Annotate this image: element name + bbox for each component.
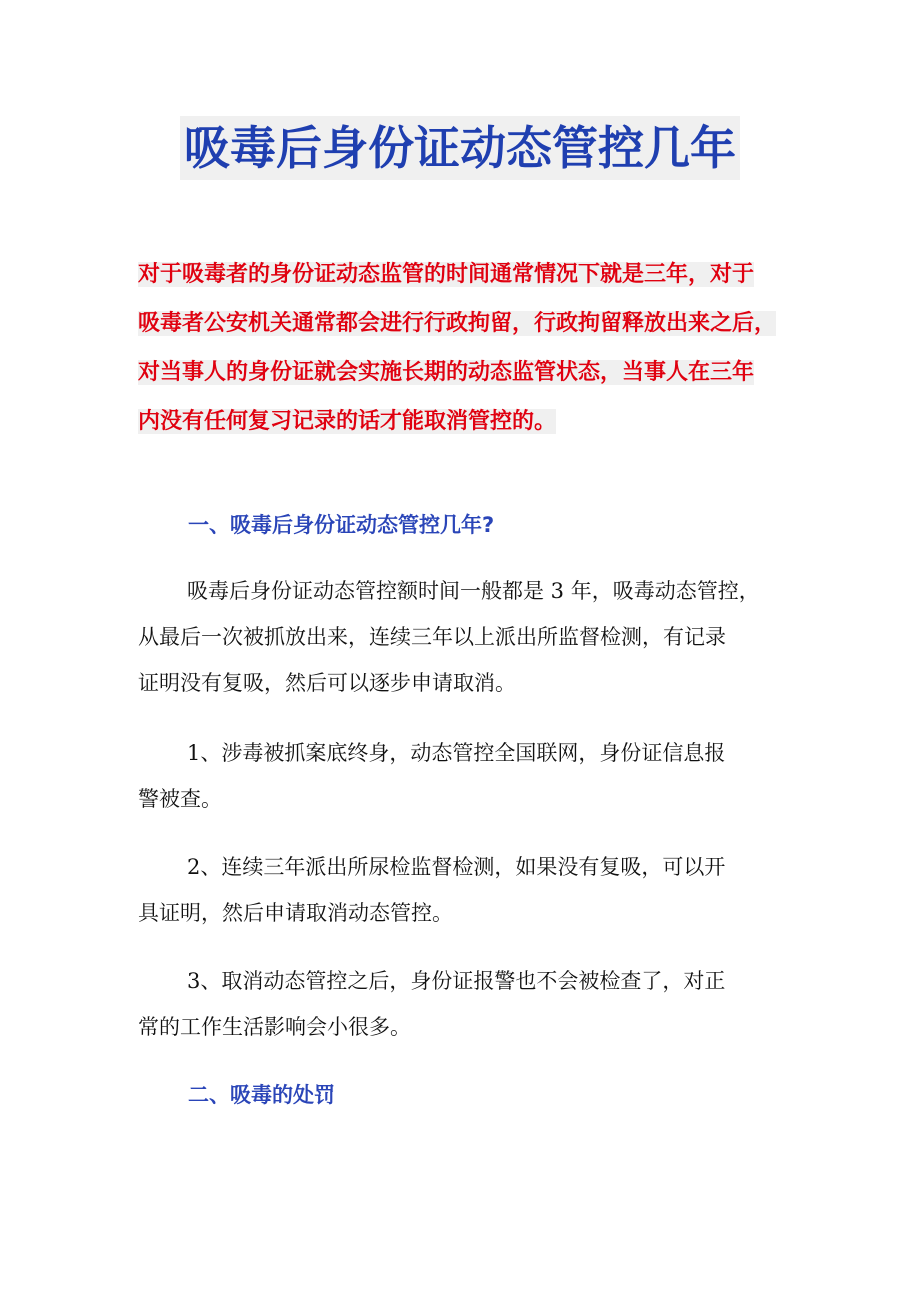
- section-heading-2: 二、吸毒的处罚: [188, 1083, 335, 1107]
- paragraph-line: 警被查。: [138, 787, 222, 811]
- paragraph-line: 具证明，然后申请取消动态管控。: [138, 901, 453, 925]
- paragraph-1: [138, 568, 798, 706]
- lead-line: 对当事人的身份证就会实施长期的动态监管状态，当事人在三年: [138, 360, 755, 385]
- paragraph-line: 1、涉毒被抓案底终身，动态管控全国联网，身份证信息报: [187, 741, 726, 765]
- list-item-2: [138, 844, 798, 936]
- paragraph-line: 证明没有复吸，然后可以逐步申请取消。: [138, 671, 516, 695]
- list-item-1: [138, 730, 798, 822]
- lead-paragraph: [138, 250, 798, 446]
- document-title: 吸毒后身份证动态管控几年: [180, 116, 740, 180]
- paragraph-line: 吸毒后身份证动态管控额时间一般都是 3 年，吸毒动态管控，: [187, 579, 760, 603]
- paragraph-line: 从最后一次被抓放出来，连续三年以上派出所监督检测，有记录: [138, 625, 726, 649]
- lead-line: 对于吸毒者的身份证动态监管的时间通常情况下就是三年，对于: [138, 262, 755, 287]
- list-item-3: [138, 958, 798, 1050]
- paragraph-line: 常的工作生活影响会小很多。: [138, 1015, 411, 1039]
- section-heading-1: 一、吸毒后身份证动态管控几年?: [188, 513, 495, 537]
- paragraph-line: 3、取消动态管控之后，身份证报警也不会被检查了，对正: [187, 969, 726, 993]
- lead-line: 吸毒者公安机关通常都会进行行政拘留，行政拘留释放出来之后，: [138, 311, 777, 336]
- paragraph-line: 2、连续三年派出所尿检监督检测，如果没有复吸，可以开: [187, 855, 726, 879]
- lead-line: 内没有任何复习记录的话才能取消管控的。: [138, 409, 557, 434]
